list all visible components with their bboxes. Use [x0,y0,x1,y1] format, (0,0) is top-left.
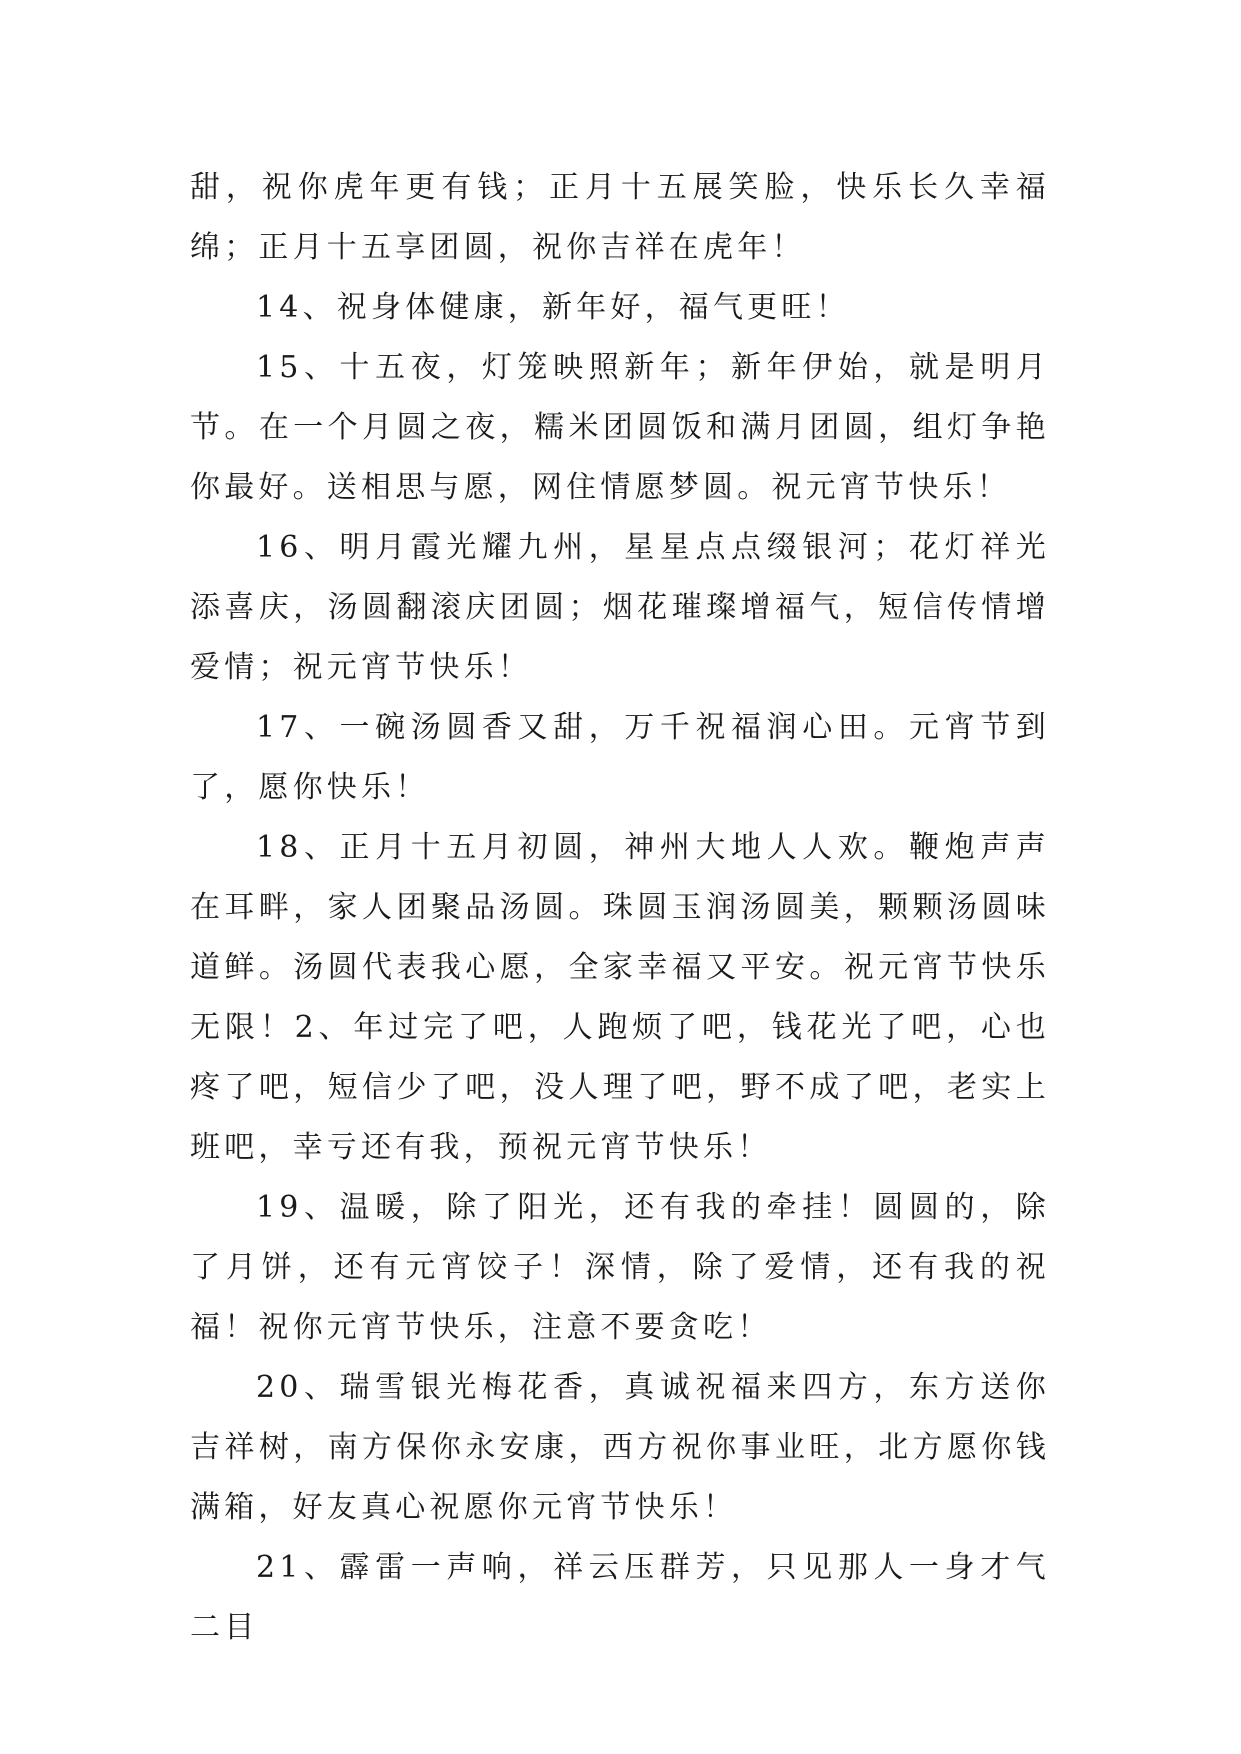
paragraph-20: 20、瑞雪银光梅花香，真诚祝福来四方，东方送你吉祥树，南方保你永安康，西方祝你事业旺，北方愿你钱满箱，好友真心祝愿你元宵节快乐！ [190,1370,1050,1525]
paragraph-16: 16、明月霞光耀九州，星星点点缀银河；花灯祥光添喜庆，汤圆翻滚庆团圆；烟花璀璨增福气，短信传情增爱情；祝元宵节快乐！ [190,530,1050,685]
paragraph-19: 19、温暖，除了阳光，还有我的牵挂！圆圆的，除了月饼，还有元宵饺子！深情，除了爱情，还有我的祝福！祝你元宵节快乐，注意不要贪吃！ [190,1190,1050,1345]
paragraph-18: 18、正月十五月初圆，神州大地人人欢。鞭炮声声在耳畔，家人团聚品汤圆。珠圆玉润汤圆美，颗颗汤圆味道鲜。汤圆代表我心愿，全家幸福又平安。祝元宵节快乐无限！2、年过完了吧，人跑烦了吧，钱花光了吧，心也疼了吧，短信少了吧，没人理了吧，野不成了吧，老实上班吧，幸亏还有我，预祝元宵节快乐！ [190,830,1050,1165]
document-page [190,158,1050,1658]
paragraph-13-continued: 甜，祝你虎年更有钱；正月十五展笑脸，快乐长久幸福绵；正月十五享团圆，祝你吉祥在虎年！ [190,170,1050,265]
paragraph-14: 14、祝身体健康，新年好，福气更旺！ [256,290,850,325]
paragraph-21: 21、霹雷一声响，祥云压群芳，只见那人一身才气二目 [190,1550,1050,1645]
paragraph-15: 15、十五夜，灯笼映照新年；新年伊始，就是明月节。在一个月圆之夜，糯米团圆饭和满月团圆，组灯争艳你最好。送相思与愿，网住情愿梦圆。祝元宵节快乐！ [190,350,1050,505]
paragraph-17: 17、一碗汤圆香又甜，万千祝福润心田。元宵节到了，愿你快乐！ [190,710,1050,805]
